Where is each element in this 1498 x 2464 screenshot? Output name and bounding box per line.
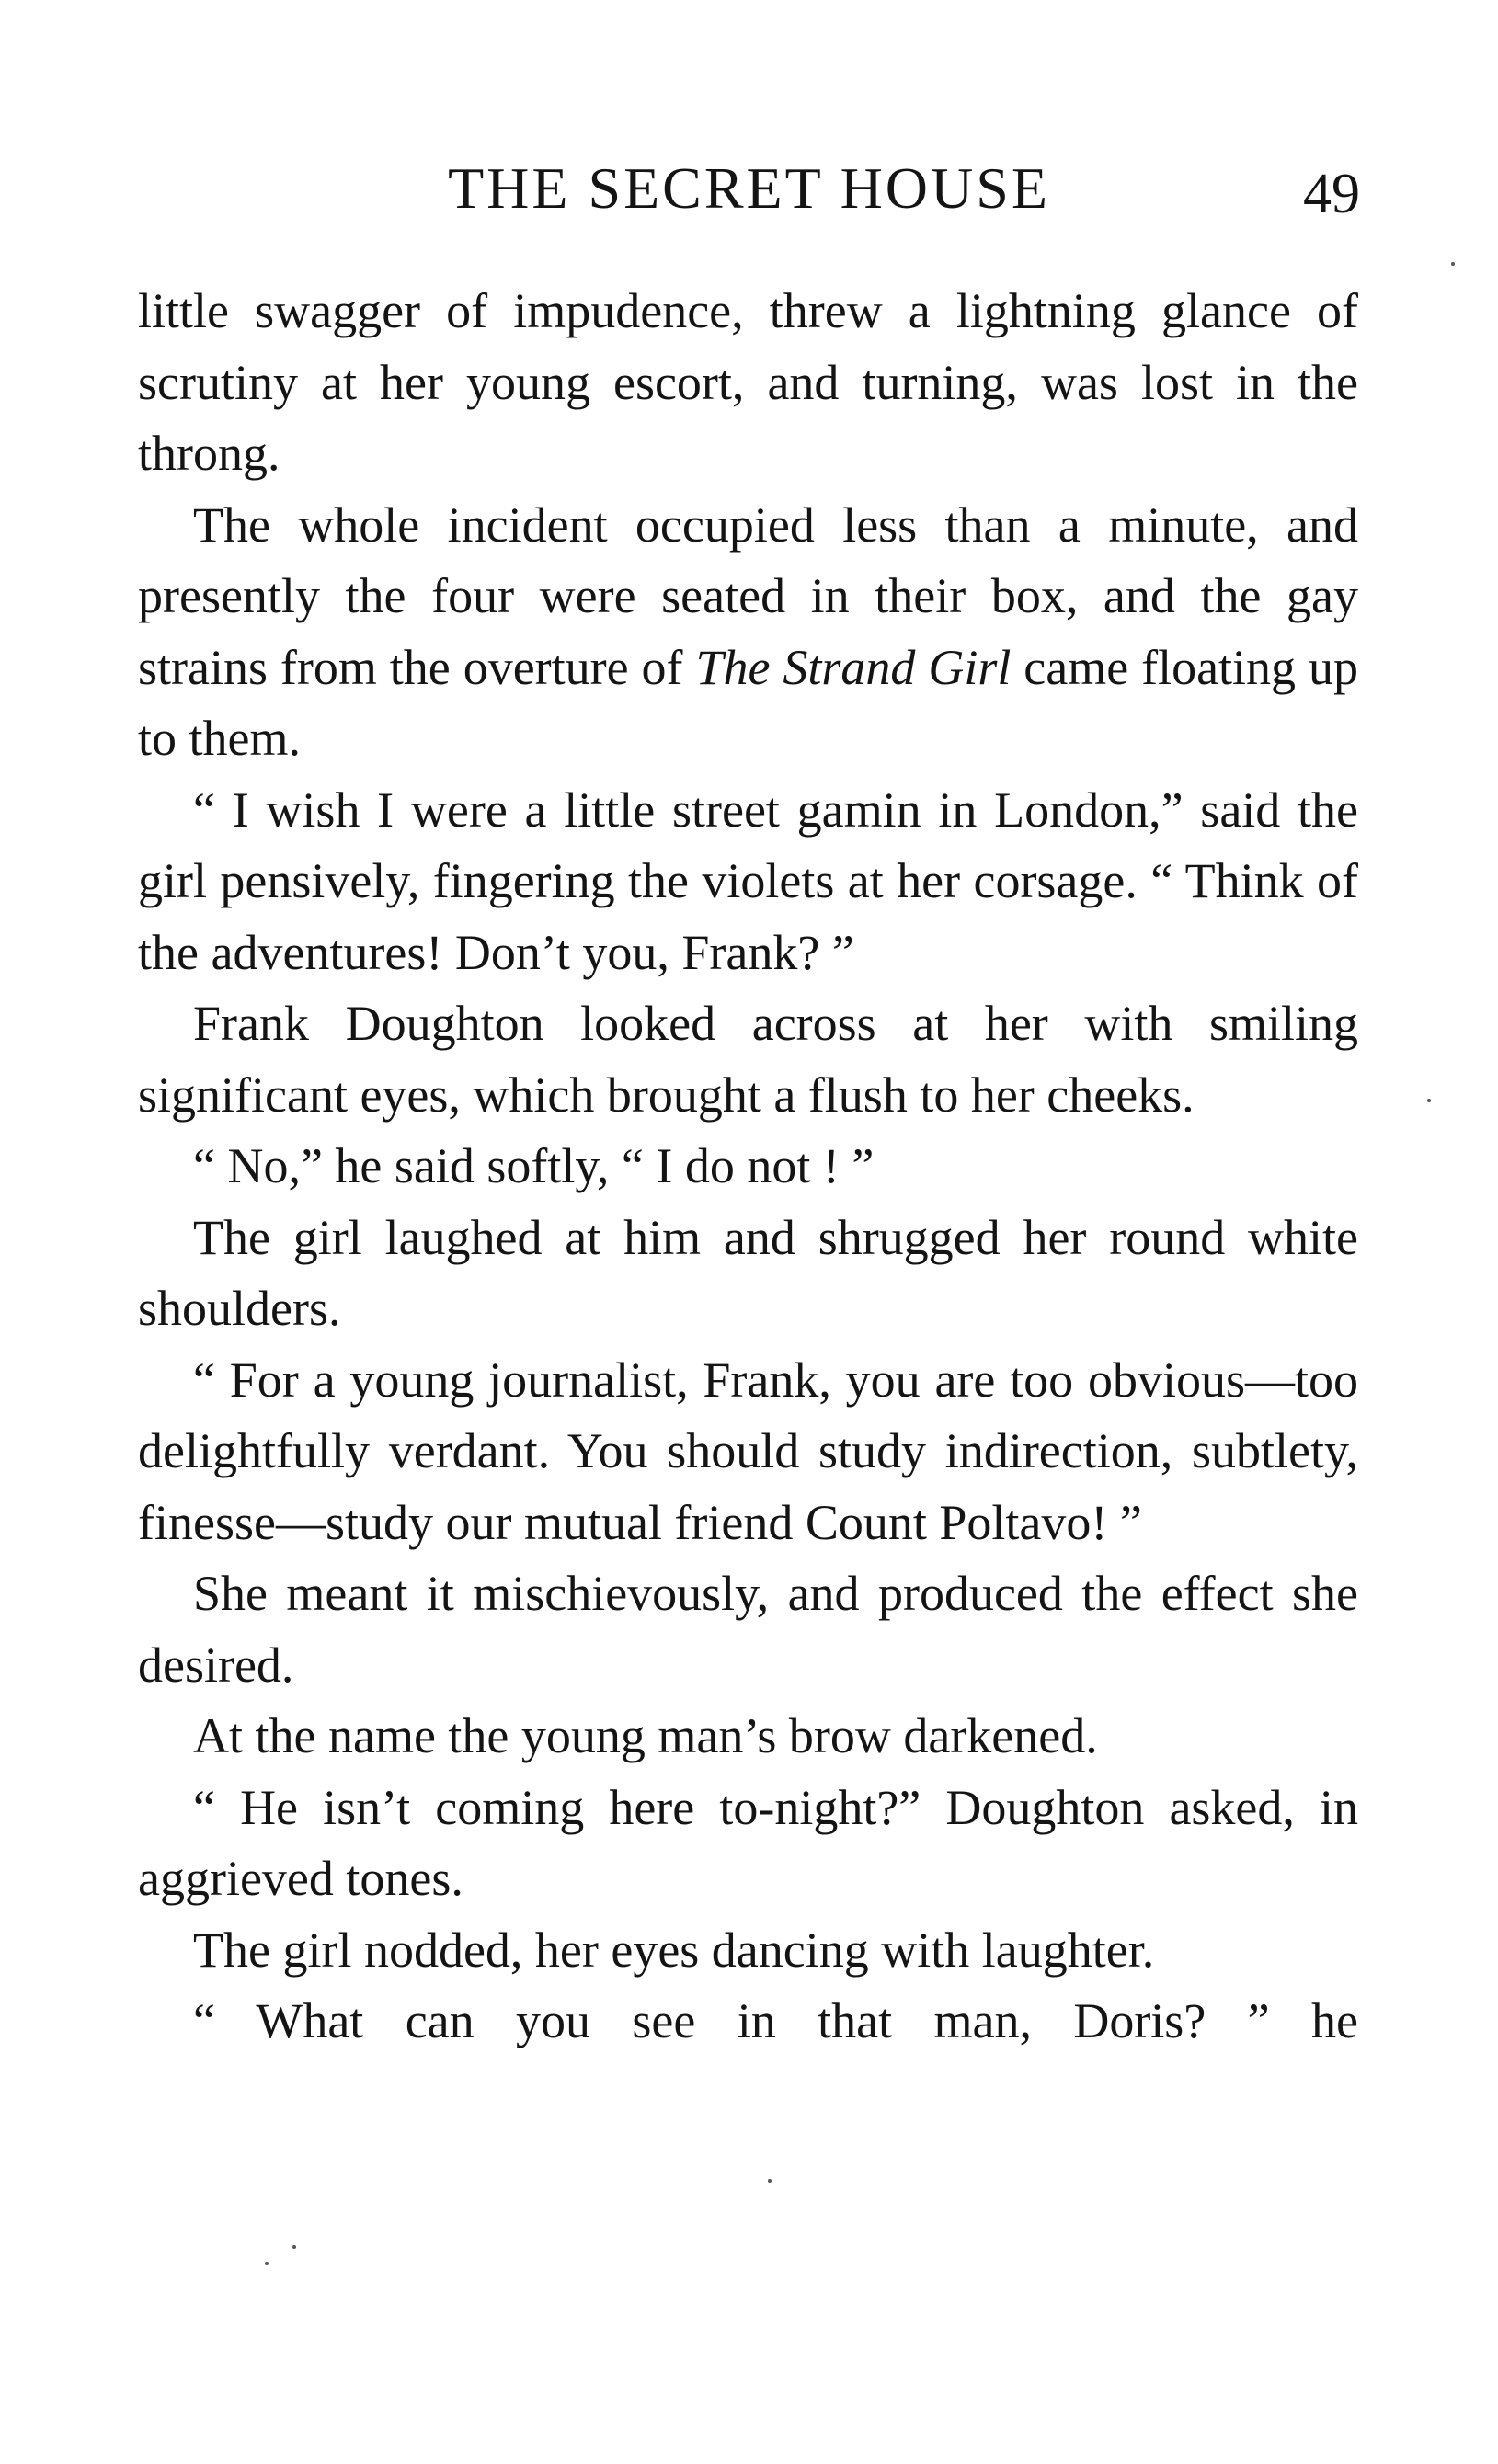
text-segment: She meant it mischievously, and produced the effect she desired. (138, 1566, 1358, 1693)
running-head (138, 152, 1360, 225)
text-segment: “ What can you see in that man, Doris? ” he (193, 1993, 1358, 2048)
print-speck (1451, 262, 1455, 266)
page-number: 49 (1303, 163, 1360, 225)
paragraph (138, 490, 1358, 775)
print-speck (1427, 1099, 1431, 1102)
italic-title-text: The Strand Girl (695, 639, 1012, 695)
text-segment: The whole incident occupied less than a minute, and presently the four were seated in their box, and the gay strains from the overture of (138, 496, 1358, 695)
paragraph (138, 1558, 1358, 1701)
text-segment: “ I wish I were a little street gamin in London,” said the girl pensively, fingering the violets at her corsage. “ Think of the adventures! Don’t you, Frank? ” (138, 781, 1358, 980)
paragraph (138, 1915, 1358, 1987)
text-segment: “ No,” he said softly, “ I do not ! ” (193, 1138, 875, 1193)
paragraph (138, 276, 1358, 490)
paragraph (138, 1701, 1358, 1773)
paragraph (138, 1345, 1358, 1559)
text-segment: The girl nodded, her eyes dancing with laughter. (193, 1922, 1155, 1978)
text-segment: came floating up to them. (138, 639, 1358, 766)
paragraph (138, 1131, 1358, 1203)
text-segment: “ He isn’t coming here to-night?” Doughton asked, in aggrieved tones. (138, 1779, 1358, 1906)
text-segment: The girl laughed at him and shrugged her round white shoulders. (138, 1209, 1358, 1336)
text-segment: At the name the young man’s brow darkened. (193, 1708, 1098, 1763)
print-speck (292, 2245, 296, 2249)
page-title: THE SECRET HOUSE (448, 155, 1050, 221)
text-segment: Frank Doughton looked across at her with smiling significant eyes, which brought a flush to her cheeks. (138, 996, 1358, 1123)
text-segment: little swagger of impudence, threw a lightning glance of scrutiny at her young escort, and turning, was lost in the throng. (138, 283, 1358, 481)
body-text (138, 276, 1358, 2058)
print-speck (768, 2179, 772, 2183)
paragraph (138, 1203, 1358, 1345)
text-segment: “ For a young journalist, Frank, you are too obvious—too delightfully verdant. You should study indirection, subtlety, finesse—study our mutual friend Count Poltavo! ” (138, 1352, 1358, 1550)
paragraph (138, 988, 1358, 1131)
paragraph (138, 775, 1358, 989)
paragraph (138, 1773, 1358, 1915)
paragraph (138, 1986, 1358, 2058)
print-speck (265, 2262, 269, 2265)
